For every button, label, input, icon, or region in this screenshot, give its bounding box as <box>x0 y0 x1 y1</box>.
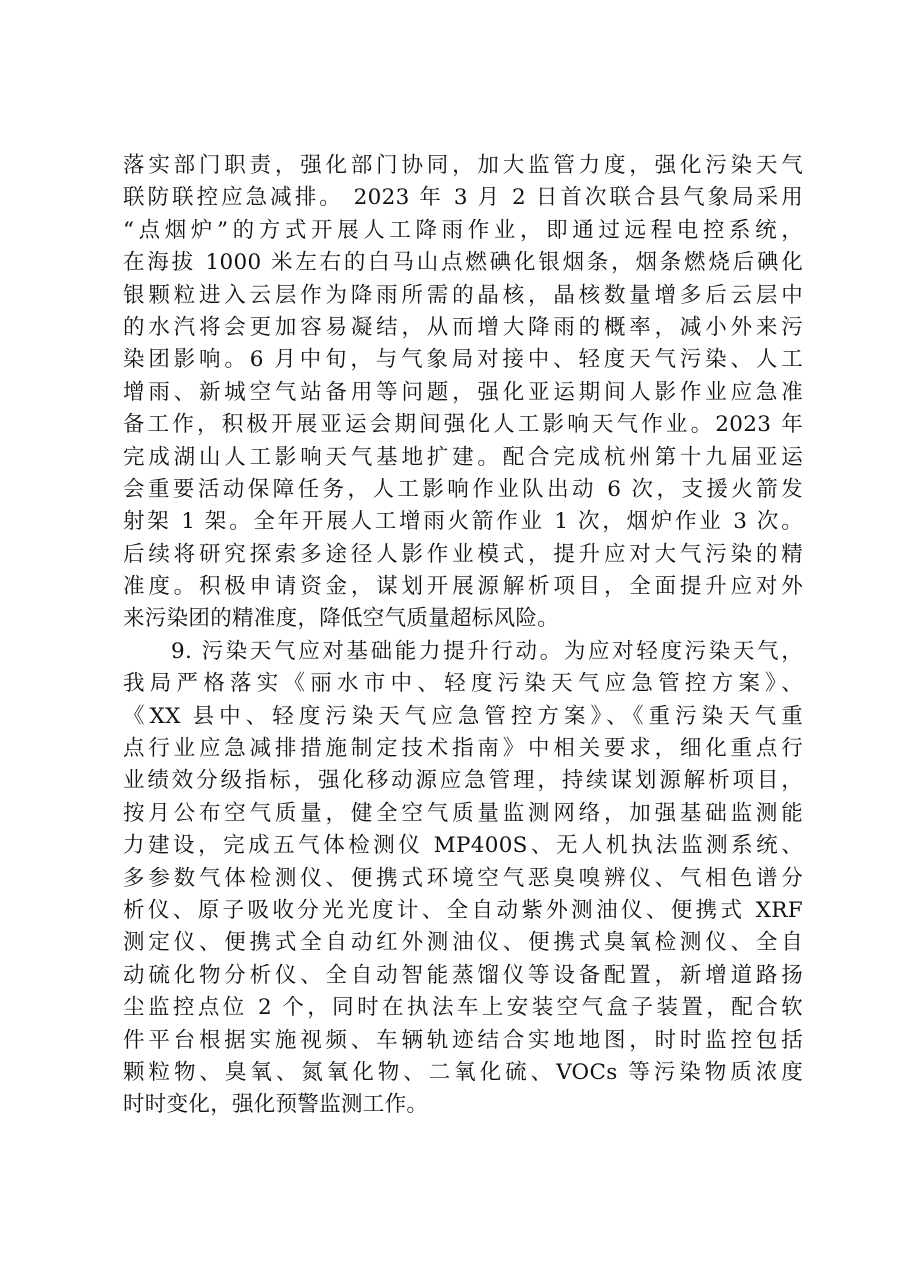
text-line: 按月公布空气质量，健全空气质量监测网络，加强基础监测能 <box>123 800 803 826</box>
text-line: 《XX 县中、轻度污染天气应急管控方案》、《重污染天气重 <box>123 703 803 729</box>
text-line: 动硫化物分析仪、全自动智能蒸馏仪等设备配置，新增道路扬 <box>123 962 803 988</box>
text-line: 时时变化，强化预警监测工作。 <box>123 1092 429 1118</box>
text-line: 颗粒物、臭氧、氮氧化物、二氧化硫、VOCs 等污染物质浓度 <box>123 1059 803 1085</box>
text-line: 多参数气体检测仪、便携式环境空气恶臭嗅辨仪、气相色谱分 <box>123 865 803 891</box>
document-body <box>123 150 803 1122</box>
text-line: 的水汽将会更加容易凝结，从而增大降雨的概率，减小外来污 <box>123 314 803 340</box>
text-line: 力建设，完成五气体检测仪 MP400S、无人机执法监测系统、 <box>123 833 803 859</box>
text-line: “点烟炉”的方式开展人工降雨作业，即通过远程电控系统， <box>123 217 803 243</box>
text-line: 染团影响。6 月中旬，与气象局对接中、轻度天气污染、人工 <box>123 347 803 373</box>
text-line: 测定仪、便携式全自动红外测油仪、便携式臭氧检测仪、全自 <box>123 930 803 956</box>
text-line: 在海拔 1000 米左右的白马山点燃碘化银烟条，烟条燃烧后碘化 <box>123 250 803 276</box>
text-line: 业绩效分级指标，强化移动源应急管理，持续谋划源解析项目， <box>123 768 803 794</box>
text-line: 备工作，积极开展亚运会期间强化人工影响天气作业。2023 年 <box>123 412 803 438</box>
text-line: 9. 污染天气应对基础能力提升行动。为应对轻度污染天气， <box>171 638 803 664</box>
text-line: 落实部门职责，强化部门协同，加大监管力度，强化污染天气 <box>123 153 803 178</box>
text-line: 银颗粒进入云层作为降雨所需的晶核，晶核数量增多后云层中 <box>123 282 803 308</box>
text-line: 我局严格落实《丽水市中、轻度污染天气应急管控方案》、 <box>123 671 803 697</box>
text-line: 后续将研究探索多途径人影作业模式，提升应对大气污染的精 <box>123 541 803 567</box>
text-line: 件平台根据实施视频、车辆轨迹结合实地地图，时时监控包括 <box>123 1027 803 1053</box>
text-line: 射架 1 架。全年开展人工增雨火箭作业 1 次，烟炉作业 3 次。 <box>123 509 803 535</box>
text-line: 会重要活动保障任务，人工影响作业队出动 6 次，支援火箭发 <box>123 476 803 502</box>
text-line: 增雨、新城空气站备用等问题，强化亚运期间人影作业应急准 <box>123 379 803 405</box>
text-line: 联防联控应急减排。 2023 年 3 月 2 日首次联合县气象局采用 <box>123 185 803 211</box>
text-line: 点行业应急减排措施制定技术指南》中相关要求，细化重点行 <box>123 736 803 762</box>
text-line: 来污染团的精准度，降低空气质量超标风险。 <box>123 606 560 632</box>
text-line: 析仪、原子吸收分光光度计、全自动紫外测油仪、便携式 XRF <box>123 897 803 923</box>
text-line: 完成湖山人工影响天气基地扩建。配合完成杭州第十九届亚运 <box>123 444 803 470</box>
paragraph-1 <box>123 150 803 636</box>
text-line: 尘监控点位 2 个，同时在执法车上安装空气盒子装置，配合软 <box>123 995 803 1021</box>
text-line: 准度。积极申请资金，谋划开展源解析项目，全面提升应对外 <box>123 574 803 600</box>
paragraph-2 <box>123 636 803 1122</box>
